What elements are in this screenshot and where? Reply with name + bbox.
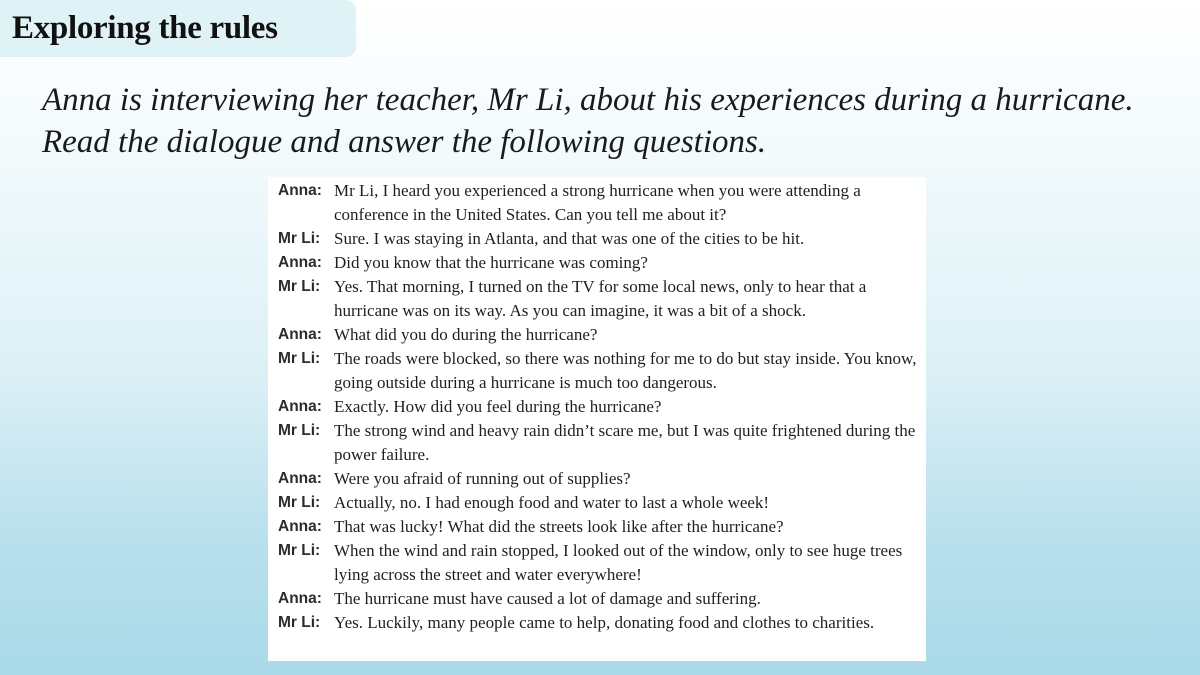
dialogue-line: When the wind and rain stopped, I looked out of the window, only to see huge trees lying across the street and water everywhere! [334,541,903,584]
dialogue-line: The hurricane must have caused a lot of damage and suffering. [334,589,761,608]
speaker-label: Mr Li: [278,230,321,247]
speaker-label: Mr Li: [278,494,321,511]
dialogue-line: What did you do during the hurricane? [334,325,598,344]
dialogue-row [278,587,918,611]
dialogue-row [278,539,918,587]
dialogue-row [278,227,918,251]
dialogue-row [278,467,918,491]
dialogue-line: That was lucky! What did the streets look like after the hurricane? [334,517,784,536]
dialogue-line: Did you know that the hurricane was coming? [334,253,648,272]
section-title: Exploring the rules [12,10,278,46]
dialogue-line: Exactly. How did you feel during the hurricane? [334,397,662,416]
dialogue-row [278,347,918,395]
dialogue-line: Sure. I was staying in Atlanta, and that was one of the cities to be hit. [334,229,805,248]
dialogue-line: Yes. That morning, I turned on the TV for some local news, only to hear that a hurricane was on its way. As you can imagine, it was a bit of a shock. [334,277,867,320]
dialogue-row [278,323,918,347]
speaker-label: Anna: [278,518,322,535]
dialogue-row [278,419,918,467]
speaker-label: Anna: [278,326,322,343]
speaker-label: Anna: [278,398,322,415]
intro-instructions: Anna is interviewing her teacher, Mr Li, about his experiences during a hurricane. Read the dialogue and answer the following questions. [42,82,1134,160]
speaker-label: Mr Li: [278,350,321,367]
dialogue-row [278,515,918,539]
speaker-label: Mr Li: [278,542,321,559]
dialogue-panel [268,177,926,661]
speaker-label: Mr Li: [278,614,321,631]
dialogue-line: Mr Li, I heard you experienced a strong hurricane when you were attending a conference in the United States. Can you tell me about it? [334,181,861,224]
dialogue-row [278,395,918,419]
speaker-label: Anna: [278,254,322,271]
dialogue-line: The strong wind and heavy rain didn’t scare me, but I was quite frightened during the power failure. [334,421,916,464]
dialogue-row [278,275,918,323]
dialogue-row [278,179,918,227]
dialogue-row [278,251,918,275]
section-title-box [0,0,356,57]
dialogue-line: The roads were blocked, so there was nothing for me to do but stay inside. You know, going outside during a hurricane is much too dangerous. [334,349,917,392]
speaker-label: Anna: [278,590,322,607]
speaker-label: Mr Li: [278,278,321,295]
dialogue-line: Actually, no. I had enough food and water to last a whole week! [334,493,770,512]
speaker-label: Anna: [278,470,322,487]
speaker-label: Anna: [278,182,322,199]
dialogue-line: Yes. Luckily, many people came to help, donating food and clothes to charities. [334,613,875,632]
dialogue-row [278,491,918,515]
dialogue-row [278,611,918,635]
dialogue-line: Were you afraid of running out of supplies? [334,469,631,488]
speaker-label: Mr Li: [278,422,321,439]
